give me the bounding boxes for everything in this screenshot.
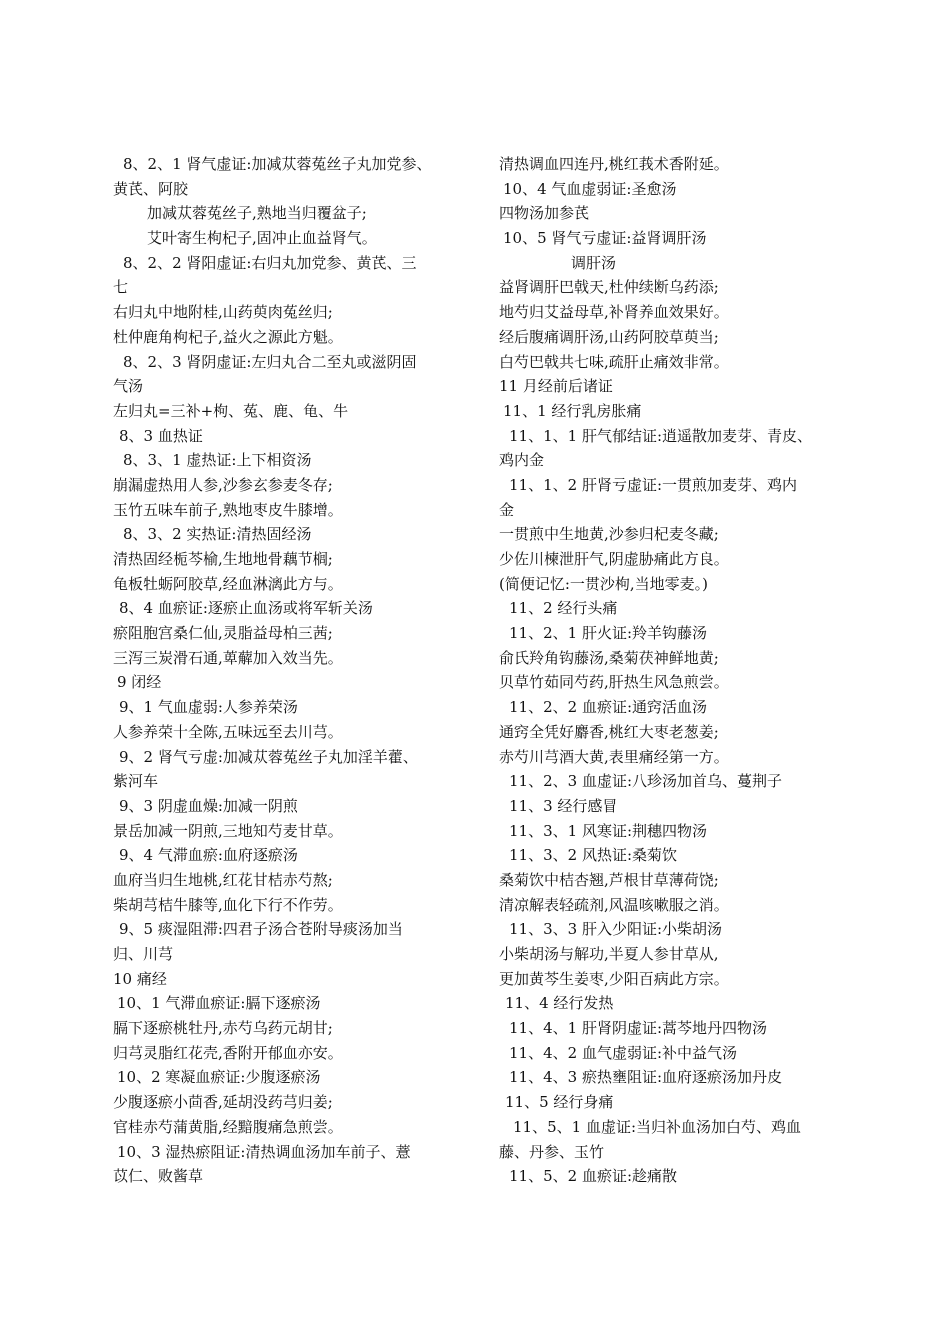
text-line: 小柴胡汤与解功,半夏人参甘草从, — [499, 945, 719, 963]
text-line: 11、4、1 肝肾阴虚证:蒿芩地丹四物汤 — [509, 1019, 767, 1038]
right-column — [499, 152, 849, 1189]
text-line: 11、1、1 肝气郁结证:逍遥散加麦芽、青皮、 — [509, 426, 812, 445]
text-line: 归芎灵脂红花壳,香附开郁血亦安。 — [113, 1043, 343, 1062]
text-line: 一贯煎中生地黄,沙参归杞麦冬藏; — [499, 525, 719, 544]
left-column — [113, 152, 463, 1189]
text-line: 11、1、2 肝肾亏虚证:一贯煎加麦芽、鸡内 — [509, 475, 797, 494]
text-line: 通窍全凭好麝香,桃红大枣老葱姜; — [499, 722, 719, 741]
text-line: 龟板牡蛎阿胶草,经血淋漓此方与。 — [113, 574, 343, 593]
text-line: 11、3、3 肝入少阳证:小柴胡汤 — [509, 920, 722, 939]
text-line: 血府当归生地桃,红花甘桔赤芍熬; — [113, 870, 333, 889]
text-line: 归、川芎 — [113, 945, 174, 963]
text-line: 金 — [499, 500, 515, 519]
text-line: 11、3、1 风寒证:荆穗四物汤 — [509, 821, 707, 840]
text-line: 贝草竹茹同芍药,肝热生风急煎尝。 — [499, 673, 729, 692]
text-line: 黄芪、阿胶 — [113, 179, 189, 198]
text-line: 11、3 经行感冒 — [509, 796, 618, 815]
text-line: 8、3、2 实热证:清热固经汤 — [123, 525, 312, 544]
text-line: 10 痛经 — [113, 969, 167, 988]
text-line: 三泻三炭滑石通,萆薢加入效当先。 — [113, 648, 343, 667]
text-line: 9、2 肾气亏虚:加减苁蓉菟丝子丸加淫羊藿、 — [119, 747, 418, 766]
text-line: 赤芍川芎酒大黄,表里痛经第一方。 — [499, 747, 729, 766]
text-line: 崩漏虚热用人参,沙参玄参麦冬存; — [113, 475, 333, 494]
text-line: 鸡内金 — [499, 451, 545, 470]
text-line: 11、2 经行头痛 — [509, 599, 618, 618]
text-line: 少佐川楝泄肝气,阴虚胁痛此方良。 — [499, 550, 729, 568]
text-line: 8、3 血热证 — [119, 426, 203, 445]
text-line: (简便记忆:一贯沙枸,当地零麦。) — [499, 574, 709, 593]
text-line: 11、4、2 血气虚弱证:补中益气汤 — [509, 1043, 737, 1062]
text-line: 少腹逐瘀小茴香,延胡没药芎归姜; — [113, 1093, 333, 1112]
text-line: 9、4 气滞血瘀:血府逐瘀汤 — [119, 846, 298, 865]
text-line: 藤、丹参、玉竹 — [499, 1142, 605, 1161]
text-line: 10、1 气滞血瘀证:膈下逐瘀汤 — [117, 994, 321, 1013]
text-line: 8、2、2 肾阳虚证:右归丸加党参、黄芪、三 — [123, 253, 417, 272]
text-line: 11、5、2 血瘀证:趁痛散 — [509, 1167, 677, 1186]
text-line: 11、4、3 瘀热壅阻证:血府逐瘀汤加丹皮 — [509, 1068, 782, 1087]
text-line: 地芍归艾益母草,补肾养血效果好。 — [499, 303, 729, 322]
text-line: 益肾调肝巴戟天,杜仲续断乌药添; — [499, 278, 719, 297]
text-line: 气汤 — [113, 377, 144, 396]
text-line: 9、1 气血虚弱:人参养荣汤 — [119, 698, 298, 717]
text-line: 11、5、1 血虚证:当归补血汤加白芍、鸡血 — [513, 1117, 801, 1136]
text-line: 11、2、3 血虚证:八珍汤加首乌、蔓荆子 — [509, 772, 782, 791]
text-line: 8、2、3 肾阴虚证:左归丸合二至丸或滋阴固 — [123, 352, 417, 371]
text-line: 紫河车 — [113, 772, 159, 791]
text-line: 11、1 经行乳房胀痛 — [503, 401, 642, 420]
text-line: 玉竹五味车前子,熟地枣皮牛膝增。 — [113, 500, 343, 519]
text-line: 11、4 经行发热 — [505, 994, 614, 1013]
text-line: 加减苁蓉菟丝子,熟地当归覆盆子; — [147, 204, 367, 223]
text-line: 11、2、1 肝火证:羚羊钩藤汤 — [509, 624, 707, 643]
text-line: 11 月经前后诸证 — [499, 377, 613, 396]
text-line: 四物汤加参芪 — [499, 204, 590, 223]
text-line: 杜仲鹿角枸杞子,益火之源此方魁。 — [113, 327, 343, 346]
text-line: 调肝汤 — [571, 253, 617, 272]
text-line: 膈下逐瘀桃牡丹,赤芍乌药元胡甘; — [113, 1019, 333, 1038]
text-line: 9、5 痰湿阻滞:四君子汤合苍附导痰汤加当 — [119, 920, 403, 939]
text-line: 8、4 血瘀证:逐瘀止血汤或将军斩关汤 — [119, 599, 373, 618]
text-line: 9、3 阴虚血燥:加减一阴煎 — [119, 796, 298, 815]
text-line: 官桂赤芍蒲黄脂,经黯腹痛急煎尝。 — [113, 1117, 343, 1136]
text-line: 右归丸中地附桂,山药萸肉菟丝归; — [113, 303, 333, 322]
text-line: 艾叶寄生枸杞子,固冲止血益肾气。 — [147, 229, 377, 248]
text-line: 左归丸=三补+枸、菟、鹿、龟、牛 — [113, 401, 349, 420]
text-line: 清热固经栀芩榆,生地地骨藕节榈; — [113, 550, 333, 568]
text-line: 11、5 经行身痛 — [505, 1093, 614, 1112]
text-line: 桑菊饮中桔杏翘,芦根甘草薄荷饶; — [499, 870, 719, 889]
text-line: 经后腹痛调肝汤,山药阿胶草萸当; — [499, 327, 719, 346]
text-line: 俞氏羚角钩藤汤,桑菊茯神鲜地黄; — [499, 648, 719, 667]
text-line: 瘀阻胞宫桑仁仙,灵脂益母柏三茜; — [113, 624, 333, 643]
text-line: 10、2 寒凝血瘀证:少腹逐瘀汤 — [117, 1068, 321, 1087]
text-line: 8、2、1 肾气虚证:加减苁蓉菟丝子丸加党参、 — [123, 155, 432, 173]
text-line: 9 闭经 — [117, 673, 162, 692]
text-line: 人参养荣十全陈,五味远至去川芎。 — [113, 722, 343, 741]
text-line: 10、4 气血虚弱证:圣愈汤 — [503, 179, 677, 198]
text-line: 清热调血四连丹,桃红莪术香附延。 — [499, 155, 729, 173]
text-line: 11、2、2 血瘀证:通窍活血汤 — [509, 698, 707, 717]
text-line: 8、3、1 虚热证:上下相资汤 — [123, 451, 312, 470]
text-line: 景岳加减一阴煎,三地知芍麦甘草。 — [113, 821, 343, 840]
text-line: 白芍巴戟共七味,疏肝止痛效非常。 — [499, 352, 729, 371]
text-line: 七 — [113, 278, 129, 297]
text-line: 更加黄芩生姜枣,少阳百病此方宗。 — [499, 969, 729, 988]
text-line: 苡仁、败酱草 — [113, 1167, 204, 1186]
text-line: 清凉解表轻疏剂,风温咳嗽服之消。 — [499, 895, 729, 914]
text-line: 柴胡芎桔牛膝等,血化下行不作劳。 — [113, 895, 343, 914]
text-line: 10、3 湿热瘀阻证:清热调血汤加车前子、薏 — [117, 1142, 411, 1161]
text-line: 10、5 肾气亏虚证:益肾调肝汤 — [503, 229, 707, 248]
text-line: 11、3、2 风热证:桑菊饮 — [509, 846, 677, 865]
